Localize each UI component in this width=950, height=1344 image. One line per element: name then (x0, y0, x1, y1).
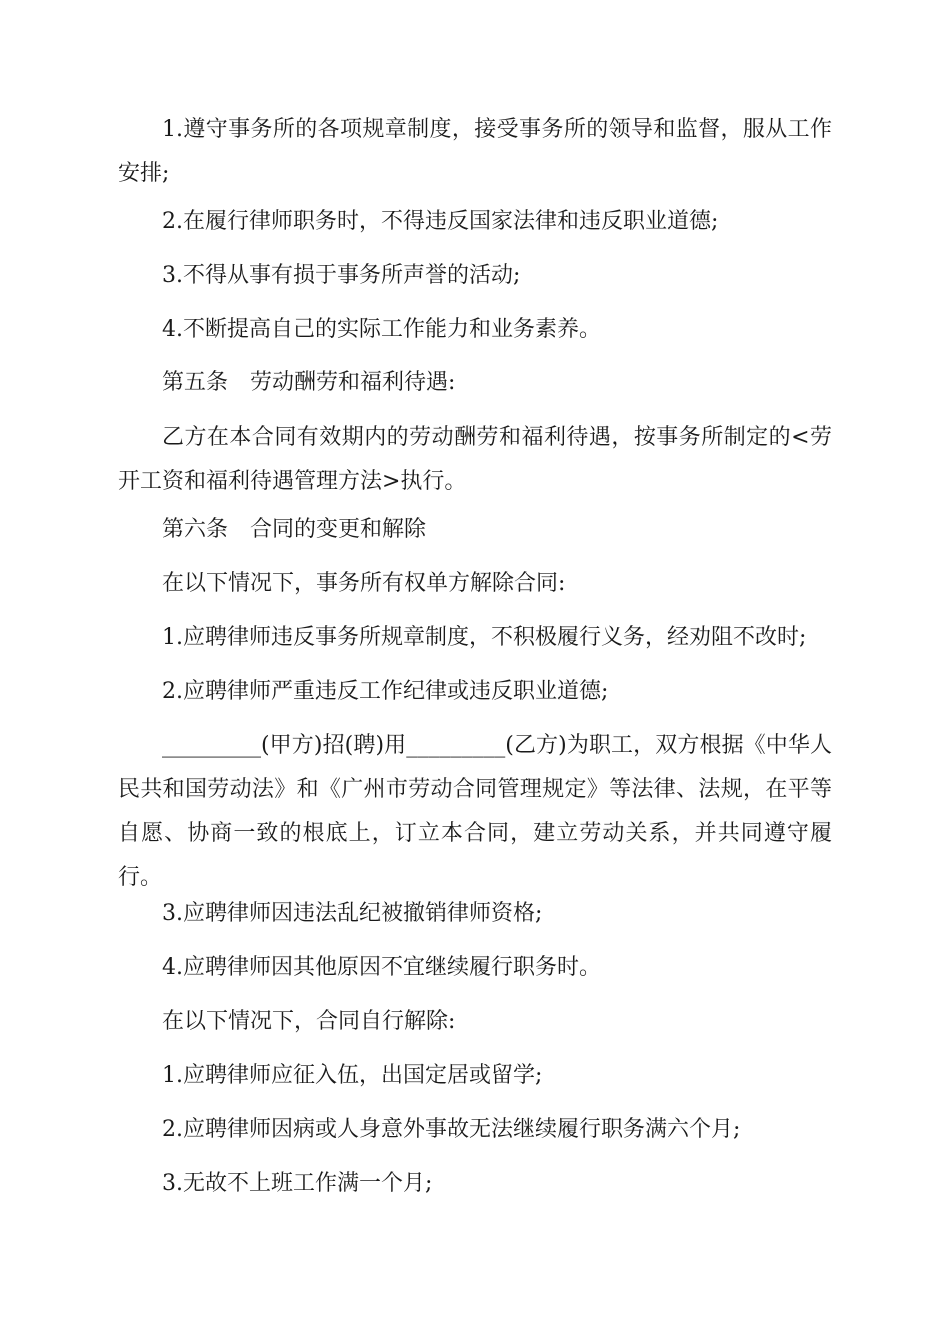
paragraph-unilateral-termination: 在以下情况下，事务所有权单方解除合同: (162, 571, 566, 596)
paragraph-termination-1: 1.应聘律师违反事务所规章制度，不积极履行义务，经劝阻不改时; (162, 625, 807, 650)
paragraph-auto-termination-3: 3.无故不上班工作满一个月; (162, 1171, 433, 1196)
paragraph-auto-termination-1: 1.应聘律师应征入伍，出国定居或留学; (162, 1063, 543, 1088)
heading-article-6: 第六条 合同的变更和解除 (162, 517, 427, 542)
paragraph-duty-4: 4.不断提高自己的实际工作能力和业务素养。 (162, 317, 601, 342)
paragraph-auto-termination-2: 2.应聘律师因病或人身意外事故无法继续履行职务满六个月; (162, 1117, 741, 1142)
paragraph-termination-4: 4.应聘律师因其他原因不宜继续履行职务时。 (162, 955, 601, 980)
paragraph-termination-3: 3.应聘律师因违法乱纪被撤销律师资格; (162, 901, 543, 926)
paragraph-duty-2: 2.在履行律师职务时，不得违反国家法律和违反职业道德; (162, 209, 719, 234)
paragraph-automatic-termination: 在以下情况下，合同自行解除: (162, 1009, 456, 1034)
paragraph-duty-1: 1.遵守事务所的各项规章制度，接受事务所的领导和监督，服从工作安排; (118, 117, 832, 186)
paragraph-contract-preamble: _________(甲方)招(聘)用_________(乙方)为职工，双方根据《中华人民共和国劳动法》和《广州市劳动合同管理规定》等法律、法规，在平等自愿、协商一致的根底上，订立本合同，建立劳动关系，并共同遵守履行。 (118, 733, 832, 890)
heading-article-5: 第五条 劳动酬劳和福利待遇: (162, 370, 456, 395)
paragraph-termination-2: 2.应聘律师严重违反工作纪律或违反职业道德; (162, 679, 609, 704)
paragraph-remuneration: 乙方在本合同有效期内的劳动酬劳和福利待遇，按事务所制定的<劳开工资和福利待遇管理方法>执行。 (118, 425, 832, 494)
paragraph-duty-3: 3.不得从事有损于事务所声誉的活动; (162, 263, 521, 288)
